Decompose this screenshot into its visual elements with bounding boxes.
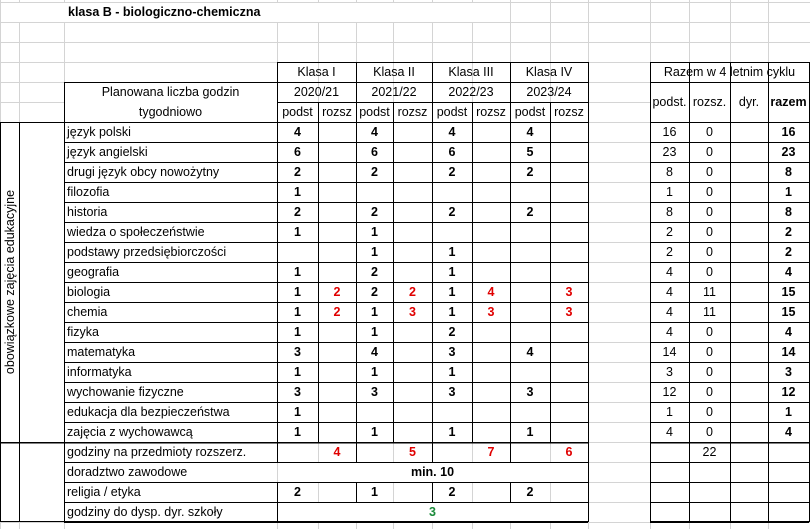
class-year: 2023/24	[526, 85, 572, 99]
podst-hours: 6	[371, 145, 378, 159]
rozsz-hours: 3	[409, 305, 416, 319]
podst-hours: 1	[448, 285, 456, 299]
total-value: 4	[785, 325, 792, 339]
total-value: 4	[785, 265, 792, 279]
rozsz-sum: 6	[565, 445, 573, 459]
doradztwo-label: doradztwo zawodowe	[67, 465, 188, 479]
podst-header: podst	[359, 105, 390, 119]
total-value: 16	[781, 125, 796, 139]
rozsz-sum: 4	[333, 445, 341, 459]
podst-hours: 2	[448, 325, 456, 339]
rozsz-hours: 4	[487, 285, 495, 299]
dysp-label: godziny do dysp. dyr. szkoły	[67, 505, 223, 519]
podst-hours: 1	[294, 365, 301, 379]
total-value: 0	[706, 245, 713, 259]
totals-col-header: dyr.	[738, 95, 760, 109]
podst-hours: 2	[294, 165, 301, 179]
total-value: 1	[785, 405, 792, 419]
podst-hours: 5	[526, 145, 534, 159]
side-label: obowiązkowe zajęcia edukacyjne	[2, 189, 17, 375]
class-header: Klasa III	[448, 65, 494, 79]
total-value: 0	[706, 385, 713, 399]
rozsz-header: rozsz	[322, 105, 352, 119]
total-value: 16	[662, 125, 677, 139]
total-value: 2	[666, 225, 673, 239]
class-header: Klasa IV	[525, 65, 573, 79]
rozsz-header: rozsz	[554, 105, 584, 119]
subject-name: edukacja dla bezpieczeństwa	[67, 405, 230, 419]
podst-hours: 1	[448, 365, 456, 379]
doradztwo-value: min. 10	[410, 465, 455, 479]
podst-hours: 4	[448, 125, 456, 139]
plan-header-line2: tygodniowo	[138, 105, 203, 119]
total-value: 4	[666, 265, 673, 279]
total-value: 4	[785, 425, 792, 439]
podst-hours: 4	[294, 125, 301, 139]
total-value: 3	[666, 365, 673, 379]
podst-hours: 1	[448, 245, 456, 259]
total-value: 3	[785, 365, 792, 379]
total-value: 12	[662, 385, 677, 399]
religia-hours: 2	[526, 485, 534, 499]
merge-mask	[1, 443, 64, 521]
podst-hours: 1	[371, 365, 378, 379]
podst-hours: 1	[294, 285, 301, 299]
rozsz-sum: 7	[487, 445, 495, 459]
rozsz-hours: 2	[333, 285, 341, 299]
rozsz-hours: 3	[565, 285, 573, 299]
rozsz-label: godziny na przedmioty rozszerz.	[67, 445, 247, 459]
class-year: 2020/21	[293, 85, 340, 99]
podst-hours: 3	[294, 385, 301, 399]
subject-name: język angielski	[67, 145, 148, 159]
podst-hours: 2	[371, 205, 378, 219]
religia-hours: 1	[371, 485, 378, 499]
podst-hours: 1	[448, 305, 456, 319]
subject-name: fizyka	[67, 325, 99, 339]
podst-hours: 1	[294, 185, 301, 199]
total-value: 4	[666, 285, 673, 299]
total-value: 0	[706, 205, 713, 219]
totals-col-header: rozsz.	[692, 95, 727, 109]
total-value: 0	[706, 345, 713, 359]
rozsz-hours: 2	[333, 305, 341, 319]
podst-hours: 3	[294, 345, 301, 359]
podst-hours: 2	[526, 205, 534, 219]
totals-title: Razem w 4 letnim cyklu	[663, 65, 796, 79]
podst-hours: 2	[371, 265, 378, 279]
total-value: 0	[706, 225, 713, 239]
podst-hours: 1	[371, 425, 378, 439]
page-title: klasa B - biologiczno-chemiczna	[68, 5, 261, 19]
podst-hours: 2	[448, 205, 456, 219]
total-value: 23	[662, 145, 677, 159]
class-header: Klasa II	[373, 65, 415, 79]
podst-hours: 6	[448, 145, 456, 159]
total-value: 11	[703, 305, 716, 319]
rozsz-hours: 3	[565, 305, 573, 319]
podst-hours: 2	[294, 205, 301, 219]
podst-hours: 4	[371, 345, 378, 359]
subject-name: biologia	[67, 285, 111, 299]
totals-col-header: podst.	[652, 95, 687, 109]
subject-name: zajęcia z wychowawcą	[67, 425, 193, 439]
podst-hours: 3	[448, 385, 456, 399]
subject-name: historia	[67, 205, 108, 219]
rozsz-header: rozsz	[397, 105, 428, 119]
dysp-value: 3	[429, 505, 436, 519]
total-value: 1	[666, 185, 673, 199]
podst-hours: 1	[294, 225, 301, 239]
podst-hours: 1	[371, 305, 378, 319]
total-value: 0	[706, 265, 713, 279]
religia-hours: 2	[294, 485, 301, 499]
total-value: 4	[666, 325, 673, 339]
podst-hours: 1	[371, 225, 378, 239]
subject-name: wychowanie fizyczne	[67, 385, 184, 399]
religia-hours: 2	[448, 485, 456, 499]
podst-hours: 2	[371, 285, 378, 299]
podst-hours: 1	[294, 325, 301, 339]
total-value: 1	[785, 185, 792, 199]
total-value: 11	[703, 285, 716, 299]
subject-name: język polski	[67, 125, 131, 139]
total-value: 0	[706, 145, 713, 159]
subject-name: podstawy przedsiębiorczości	[67, 245, 227, 259]
podst-hours: 4	[526, 345, 534, 359]
podst-hours: 1	[294, 305, 301, 319]
total-value: 4	[666, 425, 673, 439]
class-year: 2021/22	[371, 85, 417, 99]
podst-hours: 1	[526, 425, 534, 439]
religia-label: religia / etyka	[67, 485, 141, 499]
total-value: 4	[666, 305, 673, 319]
total-value: 8	[785, 165, 792, 179]
podst-hours: 2	[448, 165, 456, 179]
subject-name: informatyka	[67, 365, 132, 379]
total-value: 2	[785, 245, 792, 259]
podst-hours: 1	[294, 405, 301, 419]
subject-name: wiedza o społeczeństwie	[67, 225, 205, 239]
podst-hours: 6	[294, 145, 301, 159]
total-value: 15	[781, 285, 796, 299]
total-value: 14	[662, 345, 677, 359]
rozsz-hours: 3	[487, 305, 495, 319]
podst-hours: 1	[371, 245, 378, 259]
total-value: 0	[706, 165, 713, 179]
class-year: 2022/23	[448, 85, 494, 99]
podst-hours: 2	[526, 165, 534, 179]
podst-hours: 1	[294, 265, 301, 279]
podst-header: podst	[436, 105, 468, 119]
total-value: 0	[706, 405, 713, 419]
podst-header: podst	[514, 105, 546, 119]
plan-header-line1: Planowana liczba godzin	[101, 85, 240, 99]
class-header: Klasa I	[297, 65, 336, 79]
total-value: 8	[785, 205, 792, 219]
subject-name: chemia	[67, 305, 108, 319]
podst-hours: 1	[371, 325, 378, 339]
subject-name: filozofia	[67, 185, 110, 199]
podst-hours: 3	[448, 345, 456, 359]
subject-name: matematyka	[67, 345, 136, 359]
total-value: 2	[785, 225, 792, 239]
podst-hours: 1	[294, 425, 301, 439]
podst-hours: 4	[371, 125, 378, 139]
total-value: 0	[706, 125, 713, 139]
total-value: 23	[781, 145, 796, 159]
subject-name: geografia	[67, 265, 120, 279]
rozsz-header: rozsz	[476, 105, 506, 119]
total-value: 0	[706, 185, 713, 199]
total-value: 0	[706, 325, 713, 339]
podst-hours: 3	[526, 385, 534, 399]
total-value: 12	[781, 385, 796, 399]
totals-col-header: razem	[770, 95, 807, 109]
total-value: 8	[666, 165, 673, 179]
total-value: 15	[781, 305, 796, 319]
total-value: 1	[666, 405, 673, 419]
total-value: 0	[706, 365, 713, 379]
rozsz-total: 22	[702, 445, 717, 459]
total-value: 2	[666, 245, 673, 259]
total-value: 8	[666, 205, 673, 219]
rozsz-hours: 2	[409, 285, 416, 299]
podst-header: podst	[282, 105, 313, 119]
total-value: 0	[706, 425, 713, 439]
podst-hours: 1	[448, 425, 456, 439]
podst-hours: 2	[371, 165, 378, 179]
podst-hours: 1	[448, 265, 456, 279]
total-value: 14	[781, 345, 796, 359]
rozsz-sum: 5	[409, 445, 416, 459]
subject-name: drugi język obcy nowożytny	[67, 165, 220, 179]
podst-hours: 4	[526, 125, 534, 139]
podst-hours: 3	[371, 385, 378, 399]
